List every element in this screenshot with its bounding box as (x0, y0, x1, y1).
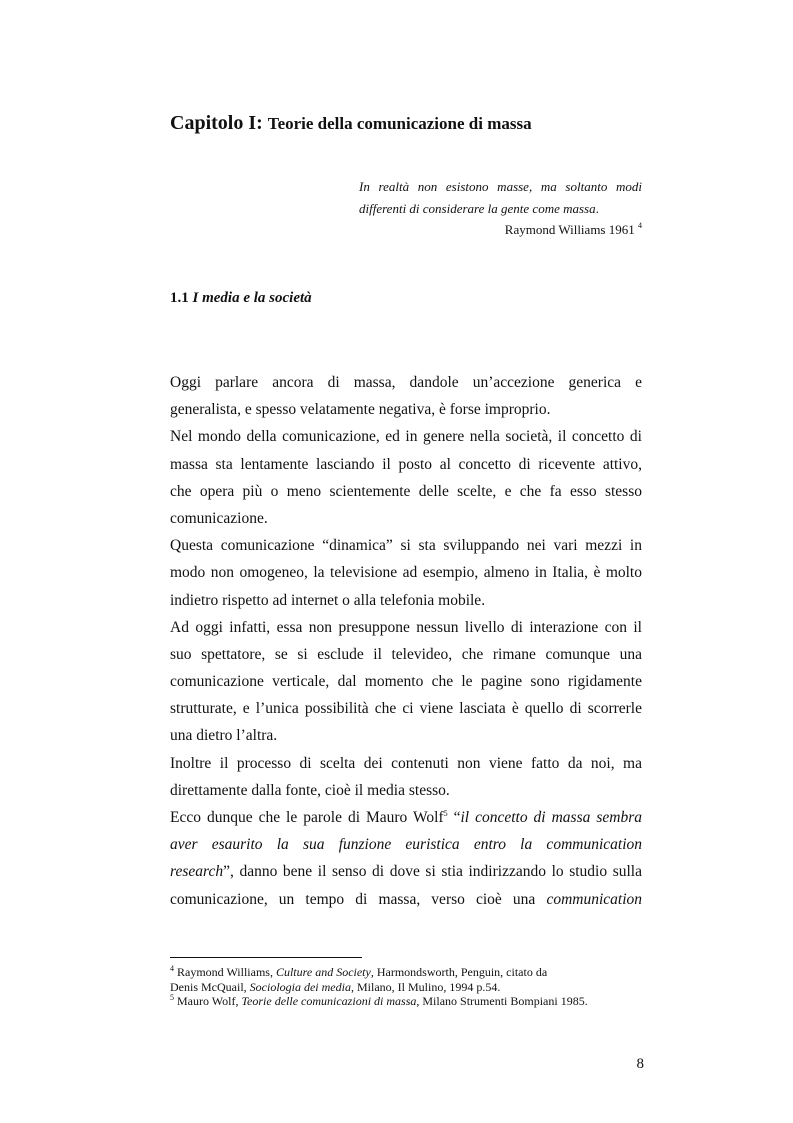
footnote-title: Culture and Society (275, 965, 371, 979)
body-line: massa sta lentamente lasciando il posto al concetto di ricevente attivo, (170, 455, 642, 473)
section-number: 1.1 (170, 290, 189, 306)
epigraph-line-2-text: differenti di considerare la gente come massa (359, 201, 596, 216)
chapter-title (170, 112, 532, 135)
body-line-20-start: comunicazione, un tempo di massa, verso cioè una (170, 890, 536, 908)
epigraph-author: Raymond Williams 1961 (504, 222, 635, 237)
footnote-title: Sociologia dei media (249, 979, 351, 994)
body-line: modo non omogeneo, la televisione ad esempio, almeno in Italia, è molto (170, 564, 642, 582)
epigraph-attribution (359, 220, 642, 240)
body-line: Questa comunicazione “dinamica” si sta sviluppando nei vari mezzi in (170, 537, 642, 555)
body-line: direttamente dalla fonte, cioè il media stesso. (170, 781, 450, 799)
body-line-17-start: Ecco dunque che le parole di Mauro Wolf (170, 809, 444, 826)
footnote-ref-5: 5 (443, 809, 448, 818)
footnote-text: , Milano, Il Mulino, 1994 p.54. (350, 979, 501, 994)
footnote-text: Raymond Williams, (177, 965, 273, 979)
footnote-text: Mauro Wolf, (177, 994, 239, 1008)
body-line: generalista, e spesso velatamente negativa, è forse improprio. (170, 401, 551, 419)
footnotes (170, 965, 670, 1009)
footnote-title: Teorie delle comunicazioni di massa (241, 994, 417, 1008)
footnote-text: , Harmondsworth, Penguin, citato da (370, 965, 548, 979)
body-line: Ad oggi infatti, essa non presuppone nessun livello di interazione con il (170, 618, 642, 636)
body-line: Nel mondo della comunicazione, ed in genere nella società, il concetto di (170, 428, 642, 446)
quote-end: research (170, 863, 224, 881)
epigraph-period: . (595, 201, 599, 216)
footnote-ref-4: 4 (638, 221, 642, 230)
body-line (170, 804, 642, 831)
section-heading (170, 290, 312, 307)
footnote-number: 5 (170, 993, 174, 1002)
footnote-5 (170, 994, 670, 1009)
section-title: I media e la società (192, 290, 312, 306)
footnote-text: , Milano Strumenti Bompiani 1985. (416, 994, 588, 1008)
chapter-subtitle: Teorie della comunicazione di massa (267, 114, 532, 133)
body-line: suo spettatore, se si esclude il televideo, che rimane comunque una (170, 645, 642, 663)
body-line: comunicazione verticale, dal momento che le pagine sono rigidamente (170, 673, 642, 691)
footnote-number: 4 (170, 964, 174, 973)
body-line: Inoltre il processo di scelta dei contenuti non viene fatto da noi, ma (170, 754, 642, 772)
quote-start: il concetto di massa sembra (460, 809, 642, 826)
body-line (170, 831, 642, 858)
body-line-19-rest: ”, danno bene il senso di dove si stia indirizzando lo studio sulla (223, 863, 642, 881)
body-line: che opera più o meno scientemente delle scelte, e che fa esso stesso (170, 482, 642, 500)
footnote-divider (170, 957, 362, 958)
body-line: comunicazione. (170, 509, 268, 527)
body-line: una dietro l’altra. (170, 727, 278, 745)
body-text (170, 369, 642, 913)
footnote-4-line-2 (170, 980, 670, 995)
footnote-text: Denis McQuail, (170, 979, 247, 994)
body-line: indietro rispetto ad internet o alla telefonia mobile. (170, 591, 486, 609)
chapter-label: Capitolo I: (170, 112, 263, 134)
body-line: strutturate, e l’unica possibilità che ci viene lasciata è quello di scorrerle (170, 700, 642, 718)
body-line-20-italic: communication (546, 890, 643, 908)
footnote-4-line-1 (170, 965, 670, 980)
open-quote: “ (453, 809, 461, 826)
epigraph (359, 176, 642, 240)
body-line (170, 886, 642, 913)
body-line (170, 858, 642, 885)
quote-middle: aver esaurito la sua funzione euristica entro la communication (170, 836, 642, 854)
epigraph-line-2 (359, 198, 642, 220)
epigraph-line-1: In realtà non esistono masse, ma soltanto modi (359, 179, 642, 194)
body-line: Oggi parlare ancora di massa, dandole un’accezione generica e (170, 374, 642, 391)
page-number: 8 (636, 1056, 644, 1072)
